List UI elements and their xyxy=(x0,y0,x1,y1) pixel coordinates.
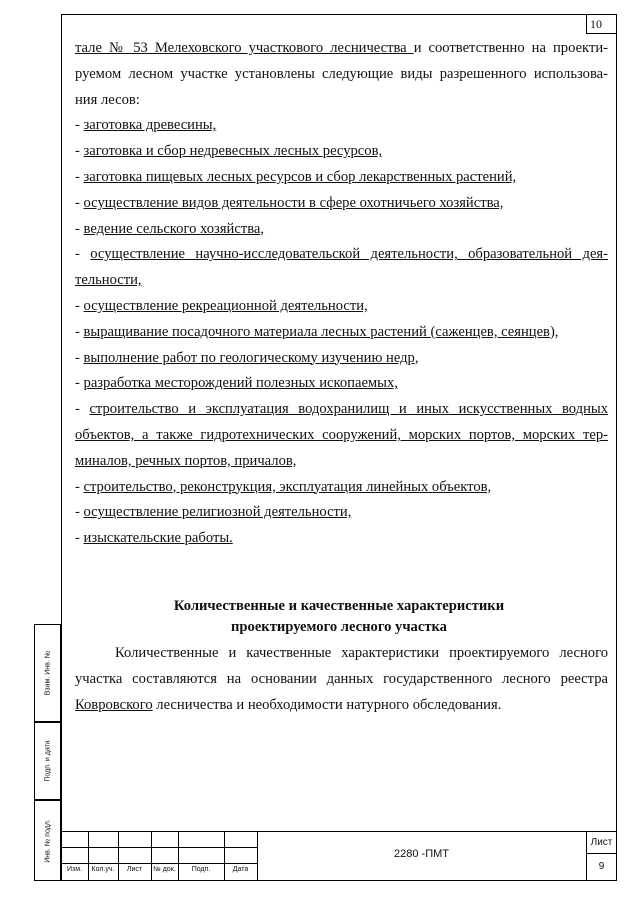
list-item: - ведение сельского хозяйства, xyxy=(75,220,265,237)
list-item: - строительство, реконструкция, эксплуатация линейных объектов, xyxy=(75,478,492,495)
list-item: - выращивание посадочного материала лесных растений (саженцев, сеянцев), xyxy=(75,323,559,340)
intro-line-1 xyxy=(75,36,608,62)
list-item: - строительство и эксплуатация водохранилищ и иных искусственных водных xyxy=(75,401,609,418)
intro-line-2: руемом лесном участке установлены следующие виды разрешенного использова- xyxy=(75,65,608,82)
para-line-3: Ковровского лесничества и необходимости натурного обследования. xyxy=(75,697,502,713)
list-item-continued: миналов, речных портов, причалов, xyxy=(75,452,297,469)
list-item: - заготовка древесины, xyxy=(75,117,217,134)
col-label-doc: № док. xyxy=(153,866,176,873)
col-label-date: Дата xyxy=(232,866,249,873)
side-stamp-signature xyxy=(34,722,61,800)
col-label-count: Кол.уч. xyxy=(91,866,115,873)
intro-underlined: тале № 53 Мелеховского участкового лесничества xyxy=(75,40,414,56)
page-number: 10 xyxy=(586,14,617,34)
col-label-signature: Подп. xyxy=(191,866,211,873)
col-label-sheet: Лист xyxy=(126,866,143,873)
list-item: - заготовка пищевых лесных ресурсов и сбор лекарственных растений, xyxy=(75,168,517,185)
sheet-number: 9 xyxy=(598,861,605,872)
section-heading xyxy=(61,596,617,638)
section-heading-line-2: проектируемого лесного участка xyxy=(231,619,447,635)
list-item-continued: объектов, а также гидротехнических сооружений, морских портов, морских тер- xyxy=(75,426,608,443)
forestry-name: Ковровского xyxy=(75,697,153,713)
list-item-continued: тельности, xyxy=(75,272,142,289)
side-stamp-inventory xyxy=(34,800,61,881)
list-item: - осуществление религиозной деятельности, xyxy=(75,504,352,521)
side-label-signature: Подп. и дата xyxy=(44,740,51,782)
para-line-2: участка составляются на основании данных государственного лесного реестра xyxy=(75,671,608,687)
list-item: - заготовка и сбор недревесных лесных ресурсов, xyxy=(75,143,383,160)
section-paragraph xyxy=(75,640,608,718)
col-label-change: Изм. xyxy=(67,866,82,873)
side-label-replacement: Взам. Инв. № xyxy=(44,650,51,696)
title-block xyxy=(61,831,617,881)
intro-rest: и соответственно на проекти- xyxy=(413,40,608,56)
list-item: - осуществление видов деятельности в сфере охотничьего хозяйства, xyxy=(75,194,504,211)
side-stamp-replacement xyxy=(34,624,61,722)
sheet-label: Лист xyxy=(590,837,613,848)
list-item: - изыскательские работы. xyxy=(75,530,233,547)
body-text xyxy=(75,36,608,552)
para-line-1: Количественные и качественные характеристики проектируемого лесного xyxy=(115,645,608,661)
document-code: 2280 -ПМТ xyxy=(394,848,449,860)
intro-line-3: ния лесов: xyxy=(75,91,140,108)
list-item: - разработка месторождений полезных ископаемых, xyxy=(75,375,398,392)
list-item: - осуществление научно-исследовательской деятельности, образовательной дея- xyxy=(75,246,608,263)
side-label-inventory: Инв. № подл. xyxy=(44,818,51,863)
section-heading-line-1: Количественные и качественные характеристики xyxy=(173,598,505,614)
list-item: - осуществление рекреационной деятельности, xyxy=(75,297,368,314)
list-item: - выполнение работ по геологическому изучению недр, xyxy=(75,349,419,366)
